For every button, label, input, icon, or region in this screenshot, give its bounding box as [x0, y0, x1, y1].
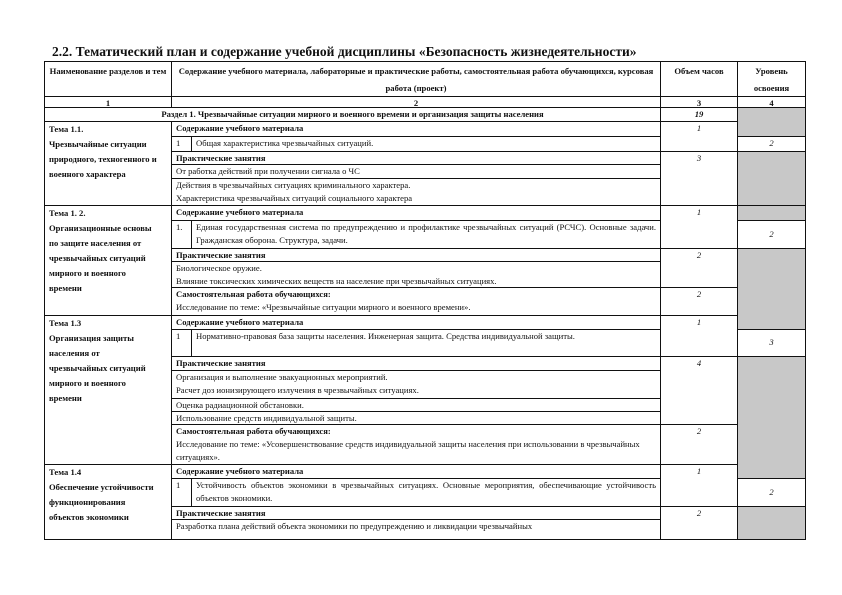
practice-item: От работка действий при получении сигнала о ЧС: [176, 166, 360, 176]
topic-title: Обеспечение устойчивости функционирования объектов экономики: [49, 482, 154, 522]
topic-title: Организационные основы по защите населения от чрезвычайных ситуаций мирного и военного времени: [49, 223, 152, 293]
practice-item: Биологическое оружие.: [176, 263, 262, 273]
topic-number: Тема 1.1.: [49, 124, 84, 134]
practice-cell: [171, 411, 661, 425]
content-label: Содержание учебного материала: [171, 121, 661, 137]
level-shaded-cell: [737, 356, 806, 479]
item-number: 1: [171, 478, 192, 507]
hours-cell: 2: [660, 424, 738, 465]
hours-cell: 1: [660, 205, 738, 249]
item-text: Устойчивость объектов экономики в чрезвычайных ситуациях. Основные мероприятия, обеспечивающие устойчивость объектов экономики.: [191, 478, 661, 507]
practice-label: Практические занятия: [171, 151, 661, 165]
section-title: Раздел 1. Чрезвычайные ситуации мирного и военного времени и организация защиты населения: [44, 107, 661, 122]
practice-cell: [171, 519, 661, 540]
practice-cell: [171, 370, 661, 399]
topic-number: Тема 1. 2.: [49, 208, 86, 218]
level-shaded-cell: [737, 151, 806, 206]
header-sections-topics: Наименование разделов и тем: [44, 61, 172, 97]
item-text: Нормативно-правовая база защиты населения. Инженерная защита. Средства индивидуальной защиты.: [191, 329, 661, 357]
self-work-text: Исследование по теме: «Чрезвычайные ситуации мирного и военного времени».: [176, 302, 471, 312]
practice-cell: [171, 178, 661, 206]
item-text: Общая характеристика чрезвычайных ситуаций.: [191, 136, 661, 152]
practice-cell: [171, 398, 661, 412]
practice-cell: [171, 261, 661, 288]
item-number: 1: [171, 329, 192, 357]
topic-title: Чрезвычайные ситуации природного, техногенного и военного характера: [49, 139, 157, 179]
column-number-3: 3: [660, 96, 738, 108]
practice-cell: [171, 164, 661, 179]
column-number-2: 2: [171, 96, 661, 108]
hours-cell: 3: [660, 151, 738, 206]
practice-item: Разработка плана действий объекта экономики по предупреждению и ликвидации чрезвычайных: [176, 521, 533, 531]
level-shaded-cell: [737, 506, 806, 540]
item-number: 1: [171, 136, 192, 152]
practice-item: Организация и выполнение эвакуационных мероприятий.: [176, 372, 388, 382]
section-hours: 19: [660, 107, 738, 122]
hours-cell: 2: [660, 506, 738, 540]
topic-cell: [44, 464, 172, 540]
practice-item: Характеристика чрезвычайных ситуаций социального характера: [176, 193, 413, 203]
column-number-4: 4: [737, 96, 806, 108]
self-work-cell: [171, 287, 661, 316]
self-work-text: Исследование по теме: «Усовершенствование средств индивидуальной защиты населения при использовании в чрезвычайных ситуациях».: [176, 439, 640, 462]
level-cell: 3: [737, 329, 806, 357]
level-shaded-cell: [737, 107, 806, 137]
topic-cell: [44, 121, 172, 206]
level-cell: 2: [737, 220, 806, 249]
practice-item: Действия в чрезвычайных ситуациях криминального характера.: [176, 180, 411, 190]
level-shaded-cell: [737, 248, 806, 330]
hours-cell: 1: [660, 121, 738, 152]
topic-title: Организация защиты населения от чрезвычайных ситуаций мирного и военного времени: [49, 333, 146, 403]
hours-cell: 4: [660, 356, 738, 425]
header-hours: Объем часов: [660, 61, 738, 97]
level-shaded-cell: [737, 205, 806, 221]
content-label: Содержание учебного материала: [171, 205, 661, 221]
practice-item: Расчет доз ионизирующего излучения в чрезвычайных ситуациях.: [176, 385, 419, 395]
content-label: Содержание учебного материала: [171, 315, 661, 330]
topic-number: Тема 1.3: [49, 318, 82, 328]
practice-item: Оценка радиационной обстановки.: [176, 400, 304, 410]
topic-cell: [44, 205, 172, 316]
practice-label: Практические занятия: [171, 506, 661, 520]
self-work-cell: [171, 424, 661, 465]
hours-cell: 1: [660, 464, 738, 507]
column-number-1: 1: [44, 96, 172, 108]
practice-item: Влияние токсических химических веществ на население при чрезвычайных ситуациях.: [176, 276, 497, 286]
item-text: Единая государственная система по предупреждению и профилактике чрезвычайных ситуаций (РСЧС). Основные задачи. Гражданская оборона. Структура, задачи.: [191, 220, 661, 249]
header-level: Уровень освоения: [737, 61, 806, 97]
practice-label: Практические занятия: [171, 356, 661, 371]
document-title: 2.2. Тематический план и содержание учебной дисциплины «Безопасность жизнедеятельности»: [52, 44, 637, 59]
topic-cell: [44, 315, 172, 465]
hours-cell: 1: [660, 315, 738, 357]
level-cell: 2: [737, 478, 806, 507]
self-work-label: Самостоятельная работа обучающихся:: [176, 426, 331, 436]
topic-number: Тема 1.4: [49, 467, 82, 477]
practice-label: Практические занятия: [171, 248, 661, 262]
self-work-label: Самостоятельная работа обучающихся:: [176, 289, 331, 299]
hours-cell: 2: [660, 287, 738, 316]
level-cell: 2: [737, 136, 806, 152]
item-number: 1.: [171, 220, 192, 249]
hours-cell: 2: [660, 248, 738, 288]
header-content: Содержание учебного материала, лабораторные и практические работы, самостоятельная работа обучающихся, курсовая работа (проект): [171, 61, 661, 97]
content-label: Содержание учебного материала: [171, 464, 661, 479]
practice-item: Использование средств индивидуальной защиты.: [176, 413, 357, 423]
